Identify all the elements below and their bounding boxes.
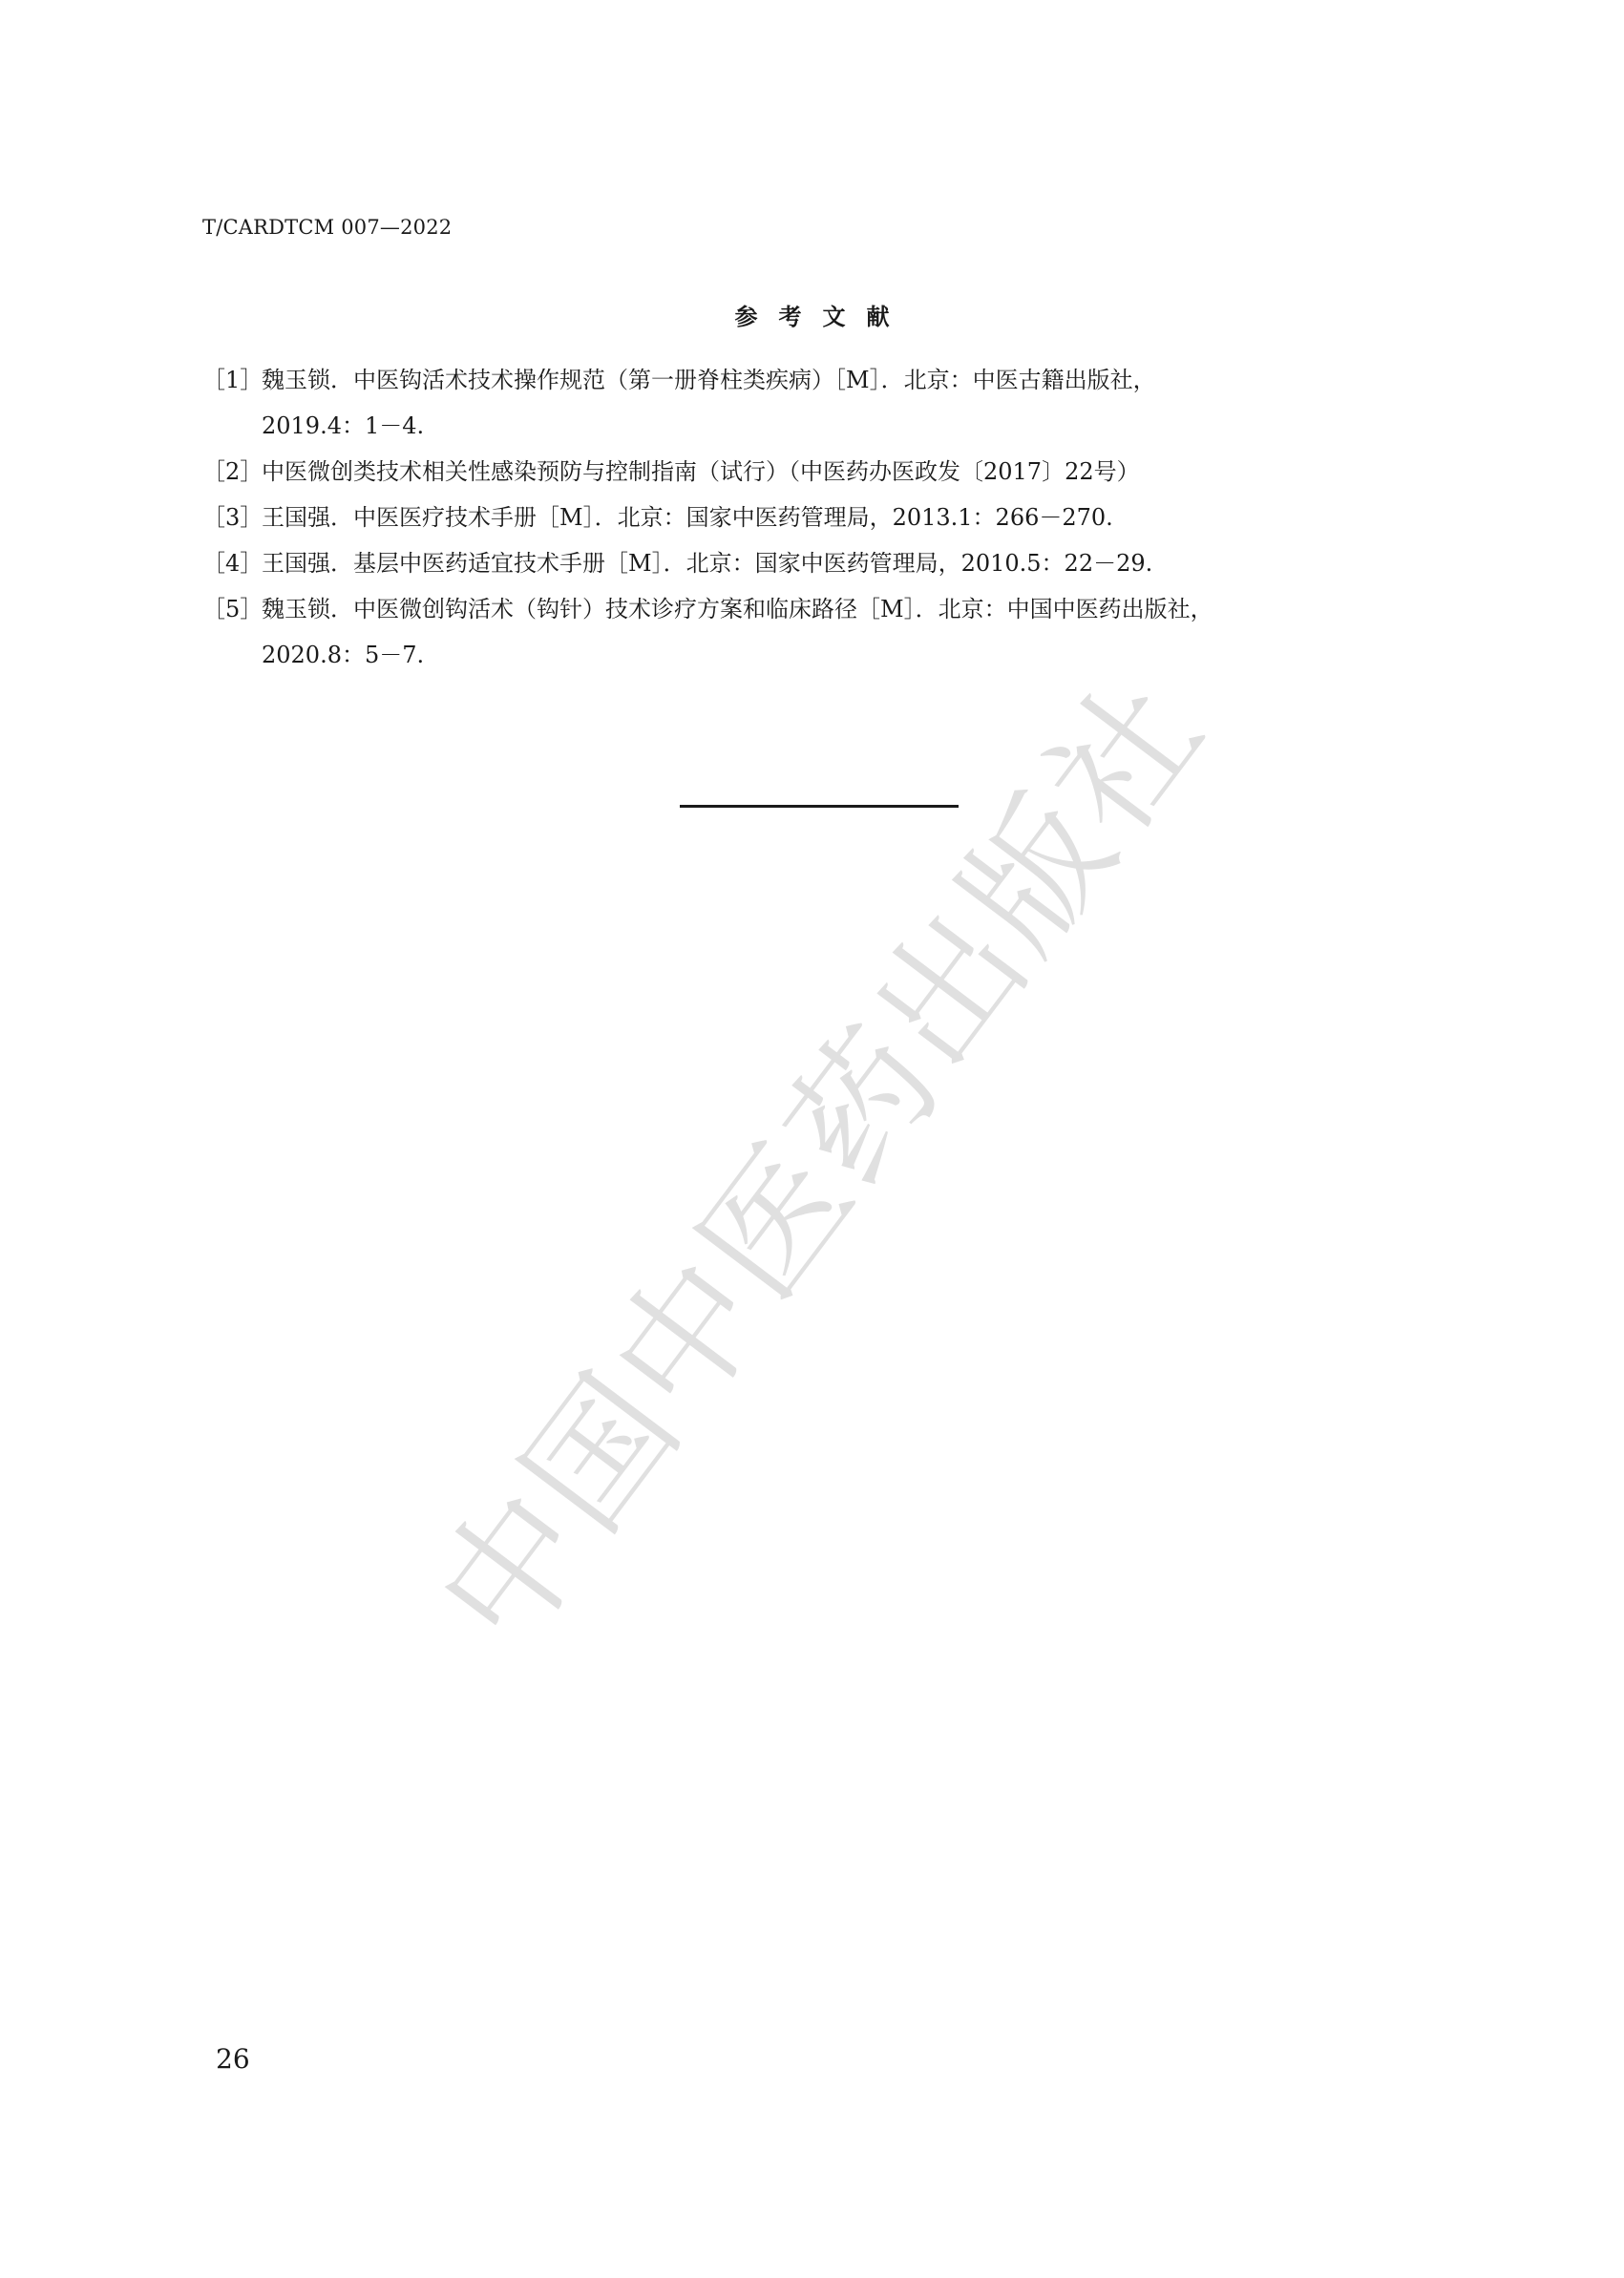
reference-number: ［2］ — [202, 458, 264, 485]
publisher-watermark: 中国中医药出版社 — [405, 648, 1236, 1676]
reference-text: 王国强．中医医疗技术手册［M］．北京：国家中医药管理局，2013.1：266－270. — [262, 504, 1113, 531]
standard-code-header: T/CARDTCM 007—2022 — [202, 216, 453, 239]
references-section-title: 参考文献 — [734, 303, 911, 330]
reference-item — [202, 357, 1444, 449]
reference-number: ［4］ — [202, 550, 264, 577]
reference-item — [202, 540, 1444, 586]
reference-number: ［1］ — [202, 367, 264, 393]
reference-item — [202, 449, 1444, 495]
reference-number: ［5］ — [202, 596, 264, 622]
reference-item — [202, 586, 1444, 678]
reference-number: ［3］ — [202, 504, 264, 531]
reference-item — [202, 495, 1444, 540]
reference-text: 中医微创类技术相关性感染预防与控制指南（试行）（中医药办医政发〔2017〕22号） — [262, 458, 1140, 485]
reference-list — [202, 357, 1444, 678]
reference-text: 王国强．基层中医药适宜技术手册［M］．北京：国家中医药管理局，2010.5：22－29. — [262, 550, 1153, 577]
end-of-document-rule — [680, 805, 959, 808]
reference-text: 魏玉锁．中医钩活术技术操作规范（第一册脊柱类疾病）［M］．北京：中医古籍出版社， 2019.4：1－4. — [262, 367, 1156, 439]
page-number: 26 — [216, 2043, 250, 2075]
reference-text: 魏玉锁．中医微创钩活术（钩针）技术诊疗方案和临床路径［M］．北京：中国中医药出版社， 2020.8：5－7. — [262, 596, 1213, 668]
